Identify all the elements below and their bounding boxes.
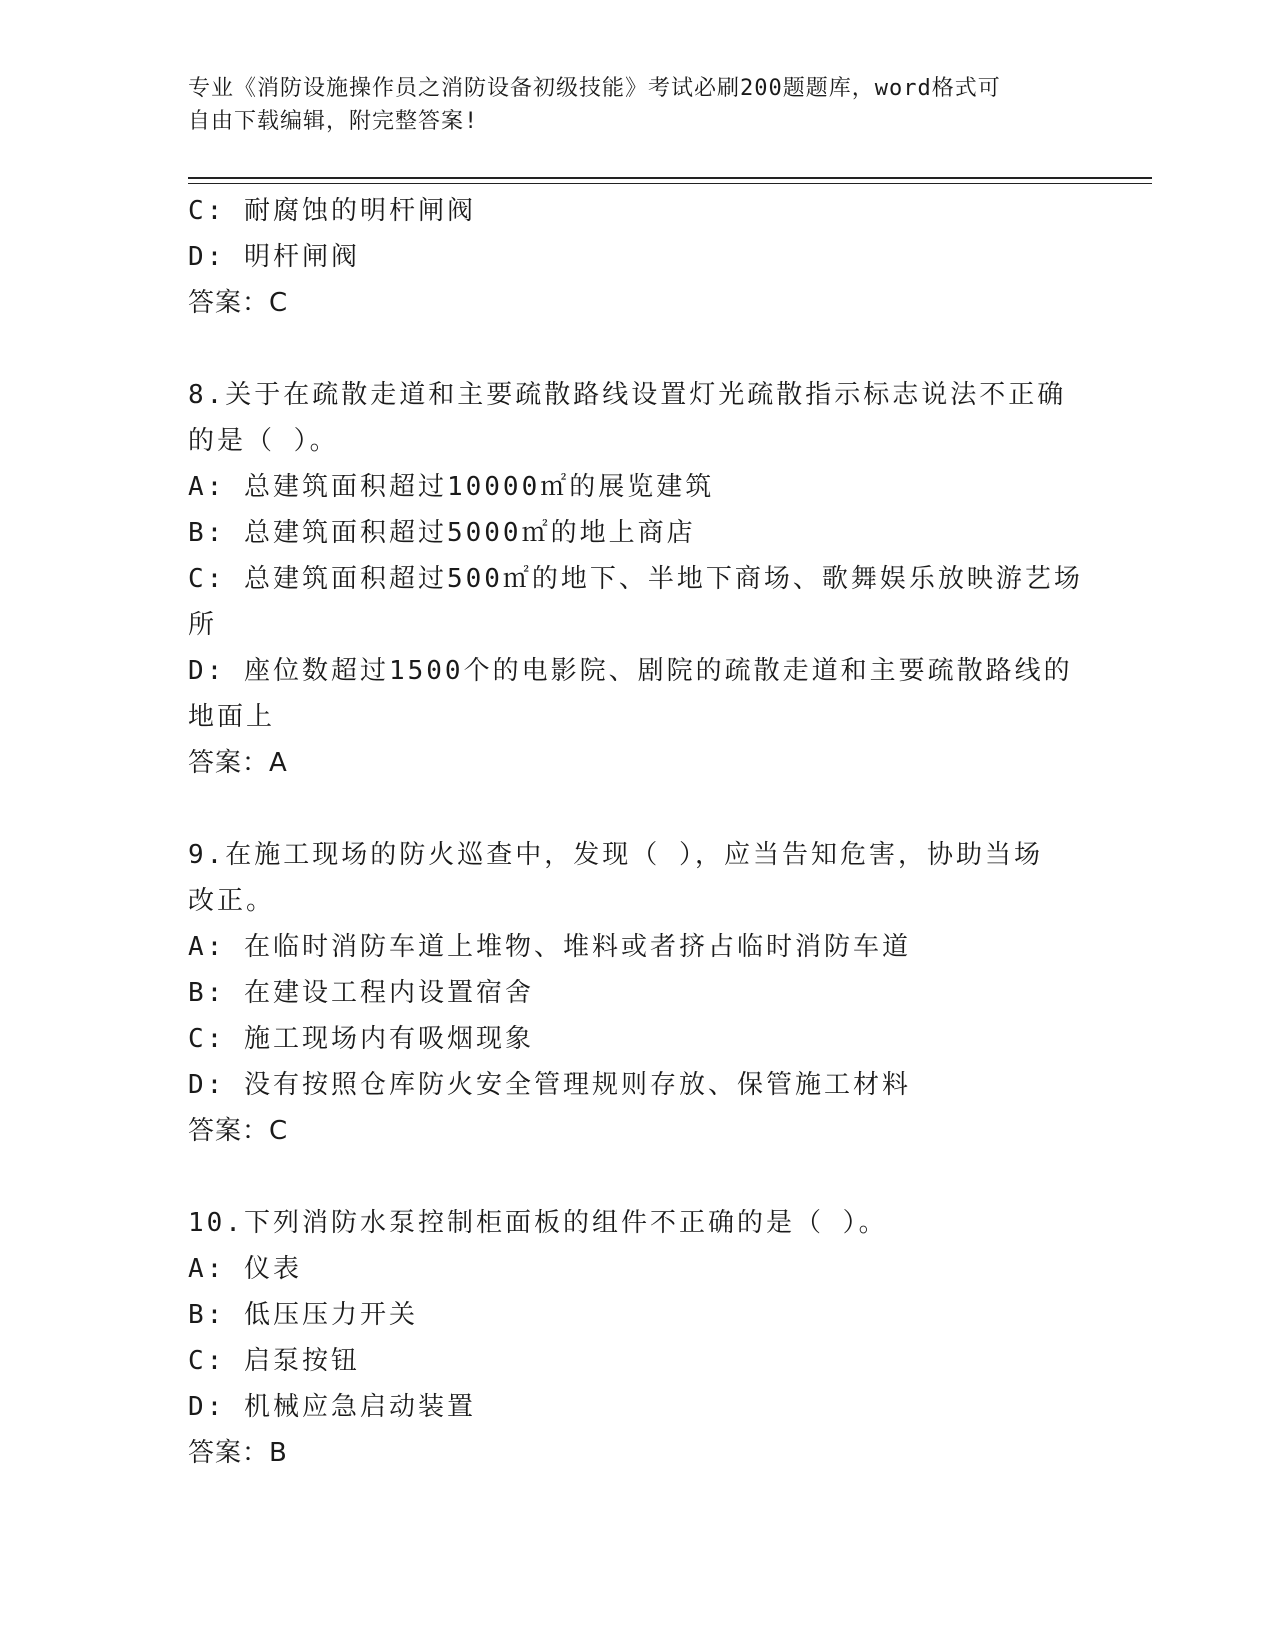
question-list [188,188,1088,1476]
option-a: A: 仪表 [188,1254,302,1284]
question-9-block [188,832,1088,1154]
option-b: B: 低压压力开关 [188,1300,418,1330]
option-a: A: 总建筑面积超过10000㎡的展览建筑 [188,472,715,502]
option-d: D: 没有按照仓库防火安全管理规则存放、保管施工材料 [188,1070,911,1100]
question-stem-line-2: 的是（ ）。 [188,426,339,456]
option-d: D: 明杆闸阀 [188,242,360,272]
option-d: D: 座位数超过1500个的电影院、剧院的疏散走道和主要疏散路线的 [188,656,1073,686]
header-title-line-2: 自由下载编辑，附完整答案! [188,109,479,134]
option-c-continued: 所 [188,610,218,640]
answer-line: 答案：C [188,288,289,318]
header-divider-thin [188,183,1152,184]
question-10-block [188,1200,1088,1476]
answer-line: 答案：B [188,1438,288,1468]
spacer [188,786,1088,832]
option-a: A: 在临时消防车道上堆物、堆料或者挤占临时消防车道 [188,932,911,962]
spacer [188,1154,1088,1200]
question-stem-line-1: 10.下列消防水泵控制柜面板的组件不正确的是（ ）。 [188,1208,888,1238]
prev-question-block [188,188,1088,326]
spacer [188,326,1088,372]
option-c: C: 施工现场内有吸烟现象 [188,1024,534,1054]
header-divider-thick [188,177,1152,179]
question-8-block [188,372,1088,786]
answer-line: 答案：C [188,1116,289,1146]
option-d: D: 机械应急启动装置 [188,1392,476,1422]
option-c: C: 启泵按钮 [188,1346,360,1376]
option-c: C: 耐腐蚀的明杆闸阀 [188,196,476,226]
option-b: B: 在建设工程内设置宿舍 [188,978,534,1008]
document-header [188,72,1068,138]
option-d-continued: 地面上 [188,702,276,732]
option-c: C: 总建筑面积超过500㎡的地下、半地下商场、歌舞娱乐放映游艺场 [188,564,1083,594]
question-stem-line-2: 改正。 [188,886,276,916]
header-title-line-1: 专业《消防设施操作员之消防设备初级技能》考试必刷200题题库，word格式可 [188,76,1001,101]
option-b: B: 总建筑面积超过5000㎡的地上商店 [188,518,696,548]
question-stem-line-1: 9.在施工现场的防火巡查中，发现（ ），应当告知危害，协助当场 [188,840,1043,870]
answer-line: 答案：A [188,748,288,778]
question-stem-line-1: 8.关于在疏散走道和主要疏散路线设置灯光疏散指示标志说法不正确 [188,380,1067,410]
